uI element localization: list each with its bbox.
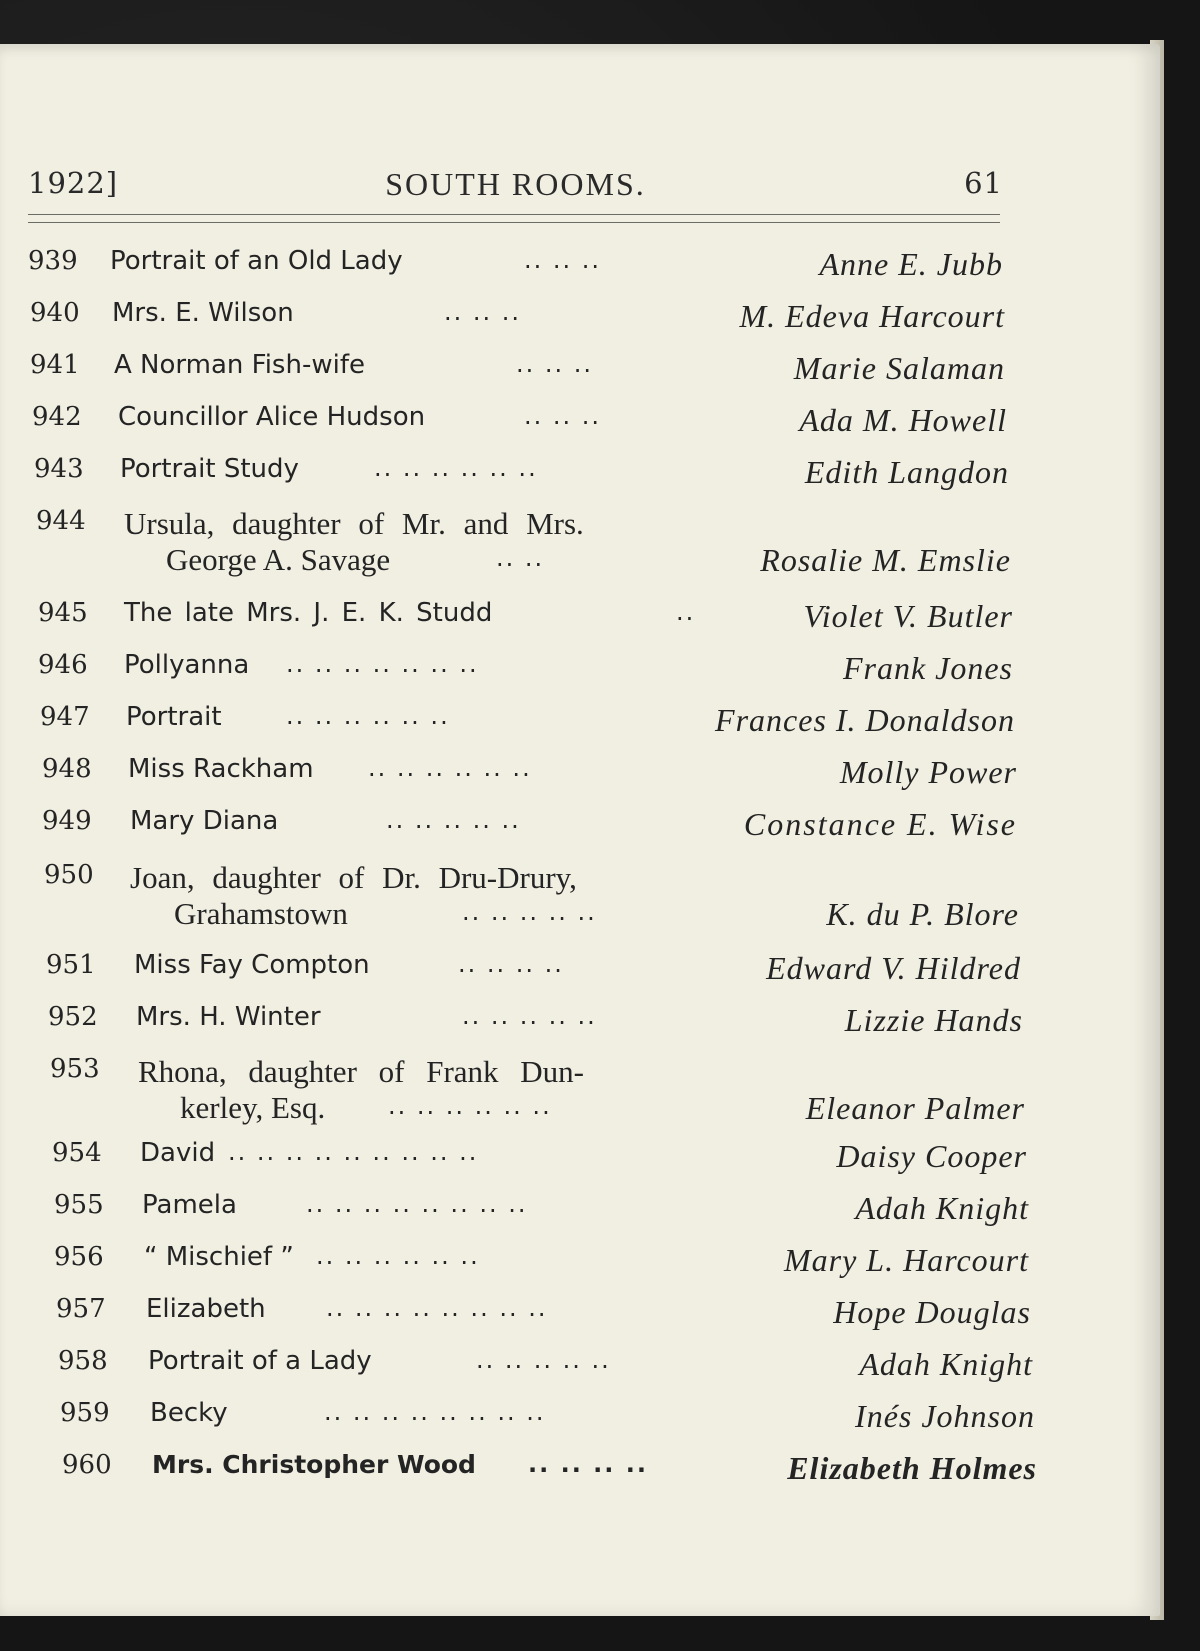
- catalogue-entry: [60, 1398, 1035, 1442]
- entry-artist: Adah Knight: [855, 1190, 1029, 1226]
- catalogue-entry: [34, 454, 1009, 498]
- entry-artist: Mary L. Harcourt: [783, 1242, 1029, 1278]
- entry-number: 959: [60, 1398, 110, 1428]
- entry-title: Miss Rackham: [128, 754, 314, 784]
- entry-title: Pamela: [142, 1190, 237, 1220]
- page-title: SOUTH ROOMS.: [385, 166, 646, 202]
- entry-number: 940: [30, 298, 80, 328]
- leader-dots: .. .. .. .. .. .. ..: [286, 650, 479, 678]
- entry-number: 950: [44, 860, 94, 890]
- leader-dots: .. .. .. .. ..: [462, 898, 597, 926]
- entry-title: Mrs. E. Wilson: [112, 298, 294, 328]
- leader-dots: .. .. .. .. .. ..: [374, 454, 538, 482]
- entry-number: 944: [36, 506, 86, 536]
- catalogue-entry: [56, 1294, 1031, 1338]
- entry-number: 955: [54, 1190, 104, 1220]
- entry-artist: Edward V. Hildred: [766, 950, 1021, 986]
- entry-artist: Anne E. Jubb: [819, 246, 1003, 282]
- entry-number: 956: [54, 1242, 104, 1272]
- catalogue-entry: [32, 402, 1007, 446]
- entry-number: 942: [32, 402, 82, 432]
- catalogue-entry: [30, 350, 1005, 394]
- entry-title: Ursula, daughter of Mr. and Mrs.: [124, 506, 584, 541]
- entry-number: 954: [52, 1138, 102, 1168]
- catalogue-entry: [36, 506, 1011, 590]
- entry-artist: Edith Langdon: [804, 454, 1009, 490]
- leader-dots: .. .. .. .. .. ..: [368, 754, 532, 782]
- entry-title: Pollyanna: [124, 650, 250, 680]
- entry-artist: Adah Knight: [859, 1346, 1033, 1382]
- catalogue-entry: [28, 246, 1003, 290]
- entry-artist: Constance E. Wise: [743, 806, 1017, 842]
- entry-number: 948: [42, 754, 92, 784]
- entry-title: Mrs. Christopher Wood: [152, 1450, 476, 1479]
- leader-dots: .. .. .. .. ..: [462, 1002, 597, 1030]
- leader-dots: .. .. .. ..: [458, 950, 564, 978]
- entry-title: Mrs. H. Winter: [136, 1002, 321, 1032]
- leader-dots: .. .. .. .. .. ..: [286, 702, 450, 730]
- leader-dots: .. .. .. ..: [528, 1450, 649, 1478]
- entry-title: Elizabeth: [146, 1294, 266, 1324]
- entry-title: The late Mrs. J. E. K. Studd: [124, 598, 493, 628]
- entry-number: 949: [42, 806, 92, 836]
- entry-artist: Ada M. Howell: [799, 402, 1007, 438]
- catalogue-entry: [42, 806, 1017, 850]
- entry-number: 947: [40, 702, 90, 732]
- catalogue-entry: [52, 1138, 1027, 1182]
- catalogue-entry: [40, 702, 1015, 746]
- catalogue-entry: [50, 1054, 1025, 1138]
- leader-dots: .. .. .. .. .. ..: [316, 1242, 480, 1270]
- entry-number: 957: [56, 1294, 106, 1324]
- leader-dots: .. .. .. .. .. .. .. ..: [306, 1190, 528, 1218]
- entry-artist: Lizzie Hands: [844, 1002, 1023, 1038]
- entry-number: 952: [48, 1002, 98, 1032]
- entry-artist: Elizabeth Holmes: [787, 1450, 1037, 1486]
- leader-dots: .. .. .. .. .. .. .. ..: [324, 1398, 546, 1426]
- entry-number: 945: [38, 598, 88, 628]
- entry-artist: Daisy Cooper: [836, 1138, 1027, 1174]
- entry-number: 943: [34, 454, 84, 484]
- entry-artist: Violet V. Butler: [803, 598, 1013, 634]
- entry-title: David: [140, 1138, 216, 1168]
- entry-artist: Frank Jones: [842, 650, 1013, 686]
- page-number: 61: [964, 166, 1003, 200]
- leader-dots: .. .. .. .. .. .. .. ..: [326, 1294, 548, 1322]
- catalogue-entry: [62, 1450, 1037, 1494]
- entry-title: Portrait of a Lady: [148, 1346, 372, 1376]
- entry-title: A Norman Fish-wife: [114, 350, 365, 380]
- leader-dots: .. ..: [496, 544, 545, 572]
- catalogue-entry: [58, 1346, 1033, 1390]
- entry-title-continued: Grahamstown: [174, 896, 348, 931]
- entry-title-continued: George A. Savage: [166, 542, 391, 577]
- catalogue-entry: [44, 860, 1019, 944]
- catalogue-entry: [48, 1002, 1023, 1046]
- entry-title-continued: kerley, Esq.: [180, 1090, 326, 1125]
- entry-title: Miss Fay Compton: [134, 950, 370, 980]
- leader-dots: .. .. .. .. ..: [386, 806, 521, 834]
- header-rule-thin: [28, 222, 1000, 223]
- running-header: [28, 166, 1003, 206]
- entry-number: 946: [38, 650, 88, 680]
- entry-number: 953: [50, 1054, 100, 1084]
- entry-artist: M. Edeva Harcourt: [739, 298, 1005, 334]
- entry-title: Rhona, daughter of Frank Dun-: [138, 1054, 584, 1089]
- catalogue-entry: [42, 754, 1017, 798]
- leader-dots: .. .. ..: [444, 298, 522, 326]
- catalogue-entry: [54, 1190, 1029, 1234]
- entry-artist: Eleanor Palmer: [805, 1090, 1025, 1126]
- entry-number: 951: [46, 950, 96, 980]
- entry-artist: Molly Power: [839, 754, 1017, 790]
- leader-dots: .. .. ..: [524, 246, 602, 274]
- leader-dots: ..: [676, 598, 696, 626]
- leader-dots: .. .. ..: [516, 350, 594, 378]
- entry-artist: Hope Douglas: [833, 1294, 1031, 1330]
- catalogue-entry: [38, 650, 1013, 694]
- catalogue-entry: [46, 950, 1021, 994]
- entry-artist: Frances I. Donaldson: [715, 702, 1015, 738]
- entry-artist: Rosalie M. Emslie: [760, 542, 1011, 578]
- entry-artist: Marie Salaman: [793, 350, 1005, 386]
- entry-number: 939: [28, 246, 78, 276]
- leader-dots: .. .. .. .. .. .. .. .. ..: [228, 1138, 479, 1166]
- entry-title: Portrait of an Old Lady: [110, 246, 403, 276]
- entry-title: “ Mischief ”: [144, 1242, 294, 1272]
- entry-title: Portrait: [126, 702, 222, 732]
- entry-title: Becky: [150, 1398, 228, 1428]
- entry-artist: Inés Johnson: [855, 1398, 1035, 1434]
- catalogue-entry: [38, 598, 1013, 642]
- leader-dots: .. .. ..: [524, 402, 602, 430]
- catalogue-entry: [54, 1242, 1029, 1286]
- entry-title: Portrait Study: [120, 454, 299, 484]
- entry-number: 960: [62, 1450, 112, 1480]
- header-year: 1922]: [28, 166, 119, 200]
- leader-dots: .. .. .. .. .. ..: [388, 1092, 552, 1120]
- entry-number: 958: [58, 1346, 108, 1376]
- entry-artist: K. du P. Blore: [826, 896, 1019, 932]
- entry-title: Joan, daughter of Dr. Dru-Drury,: [130, 860, 577, 895]
- entry-number: 941: [30, 350, 80, 380]
- entry-title: Mary Diana: [130, 806, 279, 836]
- entry-title: Councillor Alice Hudson: [118, 402, 426, 432]
- catalogue-entry: [30, 298, 1005, 342]
- leader-dots: .. .. .. .. ..: [476, 1346, 611, 1374]
- header-rule: [28, 214, 1000, 215]
